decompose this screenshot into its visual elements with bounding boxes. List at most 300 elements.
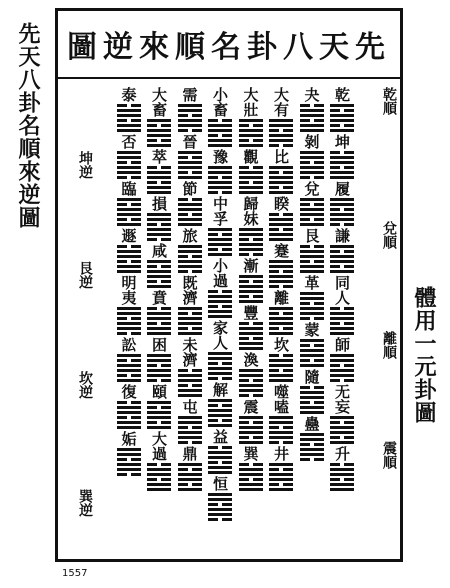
yang-line [147, 369, 171, 372]
yin-line [300, 245, 324, 248]
yang-line [208, 498, 232, 501]
yin-line [269, 144, 293, 147]
hexagram-icon [330, 151, 354, 179]
yang-line [208, 186, 232, 189]
yang-line [178, 124, 202, 127]
yin-line [117, 359, 141, 362]
yin-line [208, 290, 232, 293]
yang-line [300, 208, 324, 211]
right-side-label: 兌順 [381, 221, 397, 249]
hexagram-cell [239, 352, 263, 397]
yang-line [147, 473, 171, 476]
yang-line [117, 265, 141, 268]
yang-line [330, 129, 354, 132]
hexagram-column [116, 87, 142, 557]
yang-line [178, 332, 202, 335]
yang-line [300, 250, 324, 253]
yang-line [239, 332, 263, 335]
hexagram-icon [117, 307, 141, 335]
hexagram-name: 睽 [272, 196, 290, 211]
hexagram-name: 井 [272, 446, 290, 461]
yin-line [269, 213, 293, 216]
yang-line [330, 327, 354, 330]
hexagram-name: 益 [211, 429, 229, 444]
yang-line [147, 327, 171, 330]
hexagram-cell [147, 290, 171, 335]
hexagram-name: 同人 [333, 275, 351, 305]
yang-line [330, 213, 354, 216]
yin-line [330, 265, 354, 268]
yang-line [239, 369, 263, 372]
yin-line [147, 379, 171, 382]
hexagram-icon [300, 104, 324, 132]
hexagram-name: 巽 [241, 446, 260, 461]
yang-line [117, 151, 141, 154]
yang-line [269, 280, 293, 283]
hexagram-cell [300, 416, 324, 461]
yang-line [117, 426, 141, 429]
hexagram-name: 否 [119, 134, 138, 149]
yin-line [269, 327, 293, 330]
yang-line [178, 223, 202, 226]
hexagram-column [207, 87, 233, 557]
yang-line [147, 416, 171, 419]
yin-line [117, 218, 141, 221]
hexagram-column [238, 87, 264, 557]
yin-line [147, 166, 171, 169]
hexagram-name: 咸 [150, 243, 168, 258]
yin-line [330, 436, 354, 439]
yang-line [300, 339, 324, 342]
yang-line [178, 478, 202, 481]
yang-line [208, 466, 232, 469]
yang-line [178, 161, 202, 164]
yang-line [208, 357, 232, 360]
yang-line [239, 176, 263, 179]
hexagram-name: 離 [272, 290, 290, 305]
yang-line [178, 317, 202, 320]
yin-line [239, 295, 263, 298]
hexagram-name: 大畜 [150, 87, 168, 117]
yin-line [269, 228, 293, 231]
right-side-label: 震順 [381, 441, 397, 469]
hexagram-icon [178, 245, 202, 273]
yang-line [330, 483, 354, 486]
right-side-label: 離順 [381, 331, 397, 359]
hexagram-name: 噬嗑 [272, 384, 290, 414]
yang-line [208, 144, 232, 147]
yin-line [208, 518, 232, 521]
yang-line [117, 223, 141, 226]
hexagram-icon [147, 354, 171, 382]
yang-line [208, 166, 232, 169]
yang-line [300, 448, 324, 451]
hexagram-cell [147, 196, 171, 241]
yin-line [178, 255, 202, 258]
yang-line [147, 359, 171, 362]
hexagram-cell [269, 149, 293, 194]
yang-line [147, 218, 171, 221]
yin-line [178, 129, 202, 132]
yang-line [147, 426, 171, 429]
yang-line [178, 379, 202, 382]
hexagram-name: 蹇 [272, 243, 290, 258]
yin-line [208, 191, 232, 194]
yin-line [178, 426, 202, 429]
yin-line [147, 364, 171, 367]
hexagram-column [299, 87, 325, 557]
yin-line [300, 218, 324, 221]
yang-line [300, 453, 324, 456]
hexagram-icon [117, 401, 141, 429]
hexagram-name: 豐 [241, 305, 260, 320]
yin-line [147, 124, 171, 127]
yang-line [147, 312, 171, 315]
hexagram-name: 旅 [180, 228, 199, 243]
hexagram-icon [330, 463, 354, 491]
yin-line [330, 166, 354, 169]
yang-line [300, 433, 324, 436]
yin-line [208, 176, 232, 179]
yin-line [117, 473, 141, 476]
yang-line [269, 332, 293, 335]
yang-line [147, 228, 171, 231]
yang-line [117, 421, 141, 424]
yin-line [117, 317, 141, 320]
hexagram-name: 渙 [241, 352, 260, 367]
yang-line [147, 171, 171, 174]
yang-line [147, 213, 171, 216]
yang-line [178, 245, 202, 248]
yang-line [300, 364, 324, 367]
yang-line [269, 379, 293, 382]
hexagram-icon [269, 166, 293, 194]
yin-line [300, 344, 324, 347]
yin-line [330, 208, 354, 211]
hexagram-name: 家人 [211, 320, 229, 350]
hexagram-cell [178, 228, 202, 273]
yang-line [147, 332, 171, 335]
yin-line [117, 161, 141, 164]
hexagram-icon [330, 198, 354, 226]
hexagram-column [146, 87, 172, 557]
yang-line [239, 129, 263, 132]
yang-line [239, 483, 263, 486]
hexagram-name: 困 [150, 337, 168, 352]
yin-line [239, 394, 263, 397]
hexagram-cell [239, 305, 263, 350]
yin-line [117, 374, 141, 377]
hexagram-icon [117, 104, 141, 132]
yin-line [178, 156, 202, 159]
hexagram-name: 謙 [333, 228, 351, 243]
hexagram-cell [239, 399, 263, 444]
yang-line [117, 468, 141, 471]
hexagram-icon [239, 119, 263, 147]
hexagram-icon [208, 446, 232, 474]
yin-line [239, 253, 263, 256]
hexagram-cell [147, 431, 171, 491]
yin-line [117, 245, 141, 248]
yang-line [208, 471, 232, 474]
yang-line [300, 406, 324, 409]
yang-line [117, 255, 141, 258]
yang-line [330, 260, 354, 263]
hexagram-cell [239, 149, 263, 194]
hexagram-cell [147, 87, 171, 147]
yin-line [239, 421, 263, 424]
diagram-frame [55, 8, 403, 562]
yin-line [300, 203, 324, 206]
yin-line [117, 260, 141, 263]
yin-line [330, 124, 354, 127]
hexagram-cell [117, 134, 141, 179]
yin-line [330, 223, 354, 226]
yang-line [330, 473, 354, 476]
yin-line [239, 436, 263, 439]
yang-line [269, 265, 293, 268]
left-side-label: 巽逆 [77, 489, 93, 517]
yin-line [117, 332, 141, 335]
hexagram-icon [208, 493, 232, 521]
yang-line [178, 431, 202, 434]
yin-line [208, 419, 232, 422]
hexagram-icon [269, 260, 293, 288]
yang-line [117, 307, 141, 310]
yin-line [208, 377, 232, 380]
hexagram-cell [269, 87, 293, 147]
yin-line [208, 233, 232, 236]
yang-line [239, 327, 263, 330]
hexagram-cell [147, 337, 171, 382]
yin-line [300, 443, 324, 446]
hexagram-icon [178, 369, 202, 397]
hexagram-cell [208, 87, 232, 147]
yang-line [269, 134, 293, 137]
hexagram-column [177, 87, 203, 557]
yin-line [300, 104, 324, 107]
yang-line [330, 369, 354, 372]
yang-line [147, 144, 171, 147]
hexagram-icon [300, 198, 324, 226]
hexagram-name: 升 [333, 446, 351, 461]
yang-line [239, 342, 263, 345]
yin-line [239, 337, 263, 340]
yang-line [117, 354, 141, 357]
yin-line [178, 369, 202, 372]
yang-line [208, 456, 232, 459]
yang-line [330, 203, 354, 206]
left-side-label: 艮逆 [77, 261, 93, 289]
yang-line [300, 151, 324, 154]
hexagram-icon [330, 307, 354, 335]
hexagram-icon [239, 228, 263, 256]
yang-line [208, 399, 232, 402]
yang-line [300, 312, 324, 315]
yang-line [147, 317, 171, 320]
hexagram-cell [330, 446, 354, 491]
yin-line [300, 161, 324, 164]
yang-line [300, 307, 324, 310]
hexagram-cell [239, 258, 263, 303]
yang-line [330, 161, 354, 164]
yang-line [300, 124, 324, 127]
yang-line [147, 134, 171, 137]
yang-line [178, 250, 202, 253]
yang-line [300, 114, 324, 117]
yang-line [178, 322, 202, 325]
yin-line [147, 238, 171, 241]
hexagram-cell [300, 134, 324, 179]
hexagram-cell [330, 87, 354, 132]
yang-line [208, 171, 232, 174]
hexagram-icon [117, 151, 141, 179]
yang-line [330, 441, 354, 444]
yang-line [330, 176, 354, 179]
yin-line [178, 384, 202, 387]
yang-line [178, 119, 202, 122]
yin-line [117, 416, 141, 419]
hexagram-icon [269, 463, 293, 491]
yin-line [269, 270, 293, 273]
hexagram-cell [269, 337, 293, 382]
yang-line [239, 134, 263, 137]
yang-line [147, 354, 171, 357]
yang-line [117, 453, 141, 456]
yin-line [330, 307, 354, 310]
yin-line [239, 280, 263, 283]
yang-line [117, 124, 141, 127]
hexagram-icon [269, 119, 293, 147]
left-side-label: 坤逆 [77, 151, 93, 179]
hexagram-cell [300, 322, 324, 367]
yang-line [117, 312, 141, 315]
left-side-label: 坎逆 [77, 371, 93, 399]
hexagram-name: 節 [180, 181, 199, 196]
hexagram-cell [208, 382, 232, 427]
hexagram-icon [208, 228, 232, 256]
yin-line [239, 238, 263, 241]
yin-line [269, 171, 293, 174]
yang-line [147, 119, 171, 122]
yin-line [208, 119, 232, 122]
yin-line [300, 260, 324, 263]
yin-line [208, 461, 232, 464]
yang-line [178, 151, 202, 154]
yang-line [269, 191, 293, 194]
hexagram-cell [330, 337, 354, 382]
yang-line [117, 322, 141, 325]
yin-line [239, 463, 263, 466]
hexagram-name: 漸 [241, 258, 260, 273]
yin-line [330, 109, 354, 112]
right-side-label: 乾順 [381, 87, 397, 115]
hexagram-name: 恒 [211, 476, 229, 491]
yang-line [239, 228, 263, 231]
hexagram-cell [178, 337, 202, 397]
yang-line [239, 290, 263, 293]
hexagram-cell [330, 384, 354, 444]
yang-line [117, 171, 141, 174]
yang-line [178, 374, 202, 377]
hexagram-name: 萃 [150, 149, 168, 164]
yang-line [300, 156, 324, 159]
page-title: 先天八卦名順來逆圖 [67, 30, 391, 65]
hexagram-icon [330, 354, 354, 382]
yin-line [178, 483, 202, 486]
hexagram-icon [269, 416, 293, 444]
yang-line [330, 431, 354, 434]
hexagram-icon [147, 401, 171, 429]
yang-line [269, 488, 293, 491]
yang-line [147, 285, 171, 288]
yang-line [208, 300, 232, 303]
hexagram-cell [117, 384, 141, 429]
yin-line [269, 129, 293, 132]
yin-line [330, 151, 354, 154]
yang-line [300, 213, 324, 216]
yang-line [239, 285, 263, 288]
yang-line [269, 421, 293, 424]
yin-line [300, 317, 324, 320]
hexagram-cell [239, 446, 263, 491]
yang-line [269, 176, 293, 179]
yang-line [117, 270, 141, 273]
yang-line [178, 463, 202, 466]
yang-line [178, 208, 202, 211]
hexagram-icon [178, 416, 202, 444]
hexagram-name: 泰 [119, 87, 138, 102]
hexagram-name: 艮 [302, 228, 321, 243]
yin-line [269, 441, 293, 444]
hexagram-name: 大有 [272, 87, 290, 117]
yang-line [239, 275, 263, 278]
yang-line [269, 260, 293, 263]
yin-line [208, 305, 232, 308]
yang-line [208, 243, 232, 246]
yin-line [147, 280, 171, 283]
hexagram-icon [178, 307, 202, 335]
yang-line [269, 431, 293, 434]
yang-line [300, 391, 324, 394]
hexagram-cell [117, 181, 141, 226]
yang-line [208, 295, 232, 298]
yin-line [147, 181, 171, 184]
yin-line [178, 171, 202, 174]
yin-line [117, 104, 141, 107]
yin-line [300, 119, 324, 122]
hexagram-column [329, 87, 355, 557]
yang-line [147, 374, 171, 377]
hexagram-icon [178, 151, 202, 179]
yang-line [300, 198, 324, 201]
hexagram-icon [239, 416, 263, 444]
yang-line [330, 354, 354, 357]
yin-line [147, 223, 171, 226]
yang-line [117, 364, 141, 367]
yin-line [269, 369, 293, 372]
yang-line [117, 156, 141, 159]
yang-line [300, 292, 324, 295]
yang-line [117, 114, 141, 117]
hexagram-cell [300, 369, 324, 414]
yang-line [330, 104, 354, 107]
yang-line [239, 384, 263, 387]
hexagram-name: 兌 [302, 181, 321, 196]
hexagram-cell [117, 431, 141, 476]
yang-line [269, 436, 293, 439]
hexagram-icon [300, 433, 324, 461]
